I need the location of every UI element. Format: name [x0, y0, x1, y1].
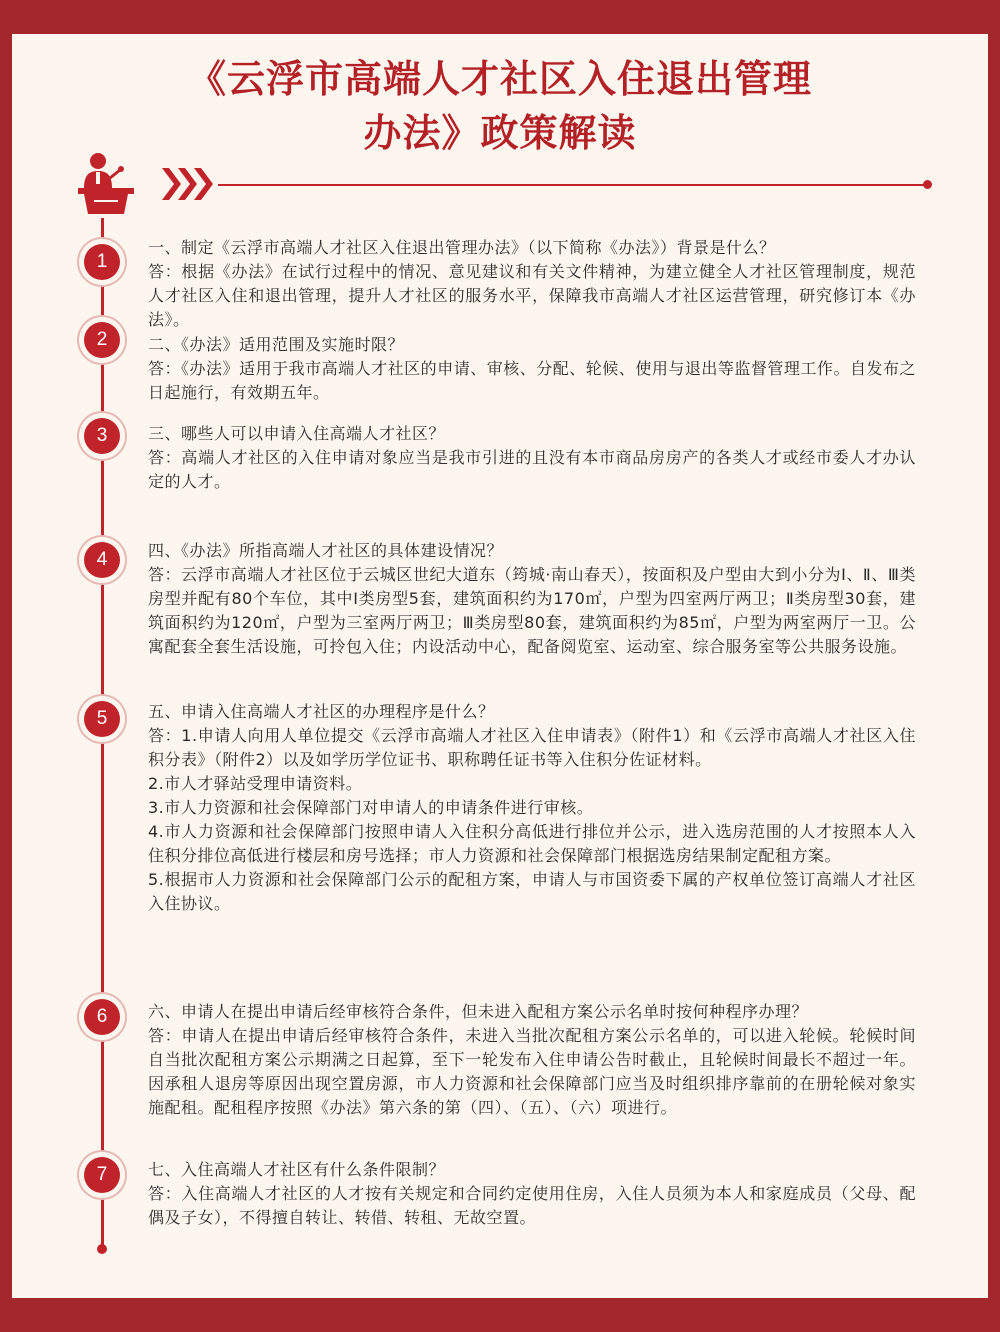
section-7-number-badge: 7	[84, 1157, 120, 1193]
section-3-answer: 答：高端人才社区的入住申请对象应当是我市引进的且没有本市商品房房产的各类人才或经市委人才办认定的人才。	[148, 448, 916, 491]
section-7	[148, 1158, 916, 1230]
section-5-step-5: 5.根据市人力资源和社会保障部门公示的配租方案，申请人与市国资委下属的产权单位签订高端人才社区入住协议。	[148, 870, 916, 913]
section-5	[148, 700, 916, 916]
section-3	[148, 422, 916, 494]
section-6	[148, 1000, 916, 1120]
section-3-number-badge: 3	[84, 418, 120, 454]
section-7-question: 七、入住高端人才社区有什么条件限制？	[148, 1160, 446, 1179]
speaker-podium-icon	[76, 152, 136, 214]
section-2	[148, 333, 916, 405]
section-6-answer: 答：申请人在提出申请后经审核符合条件，未进入当批次配租方案公示名单的，可以进入轮候。轮候时间自当批次配租方案公示期满之日起算，至下一轮发布入住申请公告时截止，且轮候时间最长不超过一年。因承租人退房等原因出现空置房源，市人力资源和社会保障部门应当及时组织排序靠前的在册轮候对象实施配租。配租程序按照《办法》第六条的第（四）、（五）、（六）项进行。	[148, 1026, 916, 1117]
section-4	[148, 539, 916, 659]
section-5-step-2: 2.市人才驿站受理申请资料。	[148, 774, 363, 793]
section-7-answer: 答：入住高端人才社区的人才按有关规定和合同约定使用住房，入住人员须为本人和家庭成员（父母、配偶及子女），不得擅自转让、转借、转租、无故空置。	[148, 1184, 916, 1227]
section-5-step-4: 4.市人力资源和社会保障部门按照申请人入住积分高低进行排位并公示，进入选房范围的人才按照本人入住积分排位高低进行楼层和房号选择；市人力资源和社会保障部门根据选房结果制定配租方案。	[148, 822, 916, 865]
timeline-end-dot	[97, 1244, 107, 1254]
header-divider	[218, 184, 926, 186]
page-title	[0, 52, 1000, 160]
section-1-number-badge: 1	[84, 244, 120, 280]
section-3-question: 三、哪些人可以申请入住高端人才社区？	[148, 424, 446, 443]
section-1-answer: 答：根据《办法》在试行过程中的情况、意见建议和有关文件精神，为建立健全人才社区管理制度，规范人才社区入住和退出管理，提升人才社区的服务水平，保障我市高端人才社区运营管理，研究修订本《办法》。	[148, 262, 916, 329]
section-6-question: 六、申请人在提出申请后经审核符合条件，但未进入配租方案公示名单时按何种程序办理？	[148, 1002, 809, 1021]
title-line-1: 《云浮市高端人才社区入住退出管理	[187, 57, 812, 101]
section-5-step-3: 3.市人力资源和社会保障部门对申请人的申请条件进行审核。	[148, 798, 594, 817]
section-4-number-badge: 4	[84, 542, 120, 578]
section-5-question: 五、申请入住高端人才社区的办理程序是什么？	[148, 702, 495, 721]
section-2-answer: 答：《办法》适用于我市高端人才社区的申请、审核、分配、轮候、使用与退出等监督管理工作。自发布之日起施行，有效期五年。	[148, 359, 916, 402]
section-2-number-badge: 2	[84, 322, 120, 358]
section-6-number-badge: 6	[84, 999, 120, 1035]
header-divider-end-dot	[923, 180, 932, 189]
section-4-question: 四、《办法》所指高端人才社区的具体建设情况？	[148, 541, 504, 560]
title-line-2: 办法》政策解读	[363, 111, 637, 155]
section-4-answer: 答：云浮市高端人才社区位于云城区世纪大道东（筠城·南山春天），按面积及户型由大到小分为Ⅰ、Ⅱ、Ⅲ类房型并配有80个车位，其中Ⅰ类房型5套，建筑面积约为170㎡，户型为四室两厅两卫；Ⅱ类房型30套，建筑面积约为120㎡，户型为三室两厅两卫；Ⅲ类房型80套，建筑面积约为85㎡，户型为两室两厅一卫。公寓配套全套生活设施，可拎包入住；内设活动中心，配备阅览室、运动室、综合服务室等公共服务设施。	[148, 565, 916, 656]
section-1	[148, 236, 916, 332]
triple-chevron-right-icon	[160, 166, 216, 202]
section-2-question: 二、《办法》适用范围及实施时限？	[148, 335, 405, 354]
section-1-question: 一、制定《云浮市高端人才社区入住退出管理办法》（以下简称《办法》）背景是什么？	[148, 238, 776, 257]
section-5-number-badge: 5	[84, 701, 120, 737]
section-5-step-1: 答：1.申请人向用人单位提交《云浮市高端人才社区入住申请表》（附件1）和《云浮市高端人才社区入住积分表》（附件2）以及如学历学位证书、职称聘任证书等入住积分佐证材料。	[148, 726, 916, 769]
